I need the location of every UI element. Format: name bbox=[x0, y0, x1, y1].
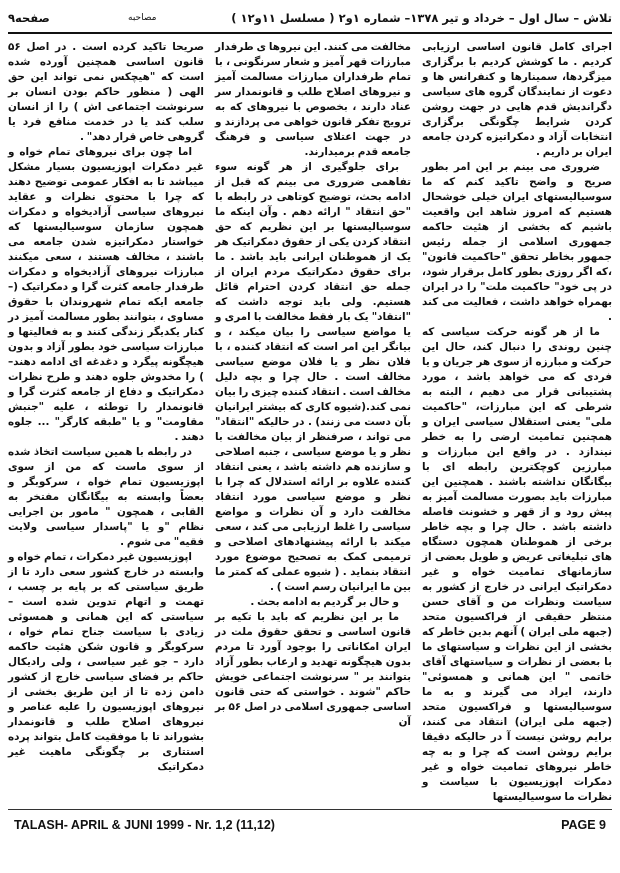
page-number-fa: صفحه۹ bbox=[8, 11, 50, 25]
footer-page-number: PAGE 9 bbox=[561, 818, 606, 832]
footer-rule bbox=[8, 809, 612, 810]
column-left bbox=[8, 40, 204, 805]
column-middle bbox=[215, 40, 411, 805]
paragraph: صریحا تاکید کرده است . در اصل ۵۶ قانون اساسی همچنین آورده شده است که "هیچکس نمی تواند این حق الهی ( منظور حاکم بودن انسان بر سرنوشت اجتماعی اش ) را از انسان سلب کند یا در خدمت منافع فرد یا گروهی خاص قرار دهد" . bbox=[8, 41, 204, 143]
footer-issue-info: TALASH- APRIL & JUNI 1999 - Nr. 1,2 (11,12) bbox=[14, 818, 275, 832]
paragraph: ضروری می بینم بر این امر بطور صریح و واضح تاکید کنم که ما سوسیالیستهای ایران خیلی خوشحال هستیم که امروز شاهد این واقعیت باشیم که بخشی از هئیت حاکمه جمهوری اسلامی از جمله رئیس جمهور بخاطر تحقق "حاکمیت قانون" ،که اگر روزی بطور کامل برقرار شود، در پی خود" حاکمیت ملت" را در ایران بهمراه خواهد داشت ، فعالیت می کند . bbox=[422, 161, 612, 323]
paragraph: اجرای کامل قانون اساسی ارزیابی کردیم . ما کوشش کردیم با برگزاری میزگردها، سمینارها و کنفرانس ها و دعوت از نمایندگان گروه های سیاسی دگراندیش قدم هایی در جهت روشن کردن شرایط چگونگی برگزاری انتخابات آزاد و دمکراتیزه کردن جامعه ایران بر داریم . bbox=[422, 41, 612, 158]
paragraph: اپوزیسیون غیر دمکرات ، تمام خواه و وابسته در خارج کشور سعی دارد تا از طریق سیاستی که بر پایه بر چسب ، تهمت و اتهام تدوین شده است – سیاستی که این همانی و همسوئی زیادی با سیاست جناح تمام خواه ، سرکوبگر و قانون شکن هئیت حاکمه دارد – جو غیر سیاسی ، ولی رادیکال حاکم بر فضای سیاسی خارج از کشور دامن زده تا از این طریق بخشی از نیروهای اپوزیسیون را علیه عناصر و نیروهای اصلاح طلب و قانونمدار بشوراند تا با موفقیت کامل بتواند پرده استتاری بر چگونگی ماهیت غیر دمکراتیک bbox=[8, 551, 204, 773]
page-footer bbox=[14, 818, 606, 836]
page-header bbox=[8, 10, 612, 30]
paragraph: ما از هر گونه حرکت سیاسی که چنین روندی را دنبال کند، حال این حرکت و مبارزه از سوی هر جریان و یا فردی که می خواهد باشد ، مورد پشتیبانی قرار می دهیم ، البته به شرطی که این مبارزات، "حاکمیت ملی" یعنی استقلال سیاسی ایران و همچنین تمامیت ارضی را به خطر نیندازد . در واقع این مبارزات و مبارزین کوچکترین رابطه ای با بیگانگان نداشته باشند . همچنین این مبارزات باید بصورت مسالمت آمیز به پیش رود و از قهر و خشونت فاصله داشته باشد . حال چرا و بچه خاطر برخی از هموطنان همچون دستگاه های تبلیغاتی عریض و طویل بعضی از سازمانهای تمامیت خواه و غیر دمکراتیک ایرانی در خارج از کشور به سیاست ونظرات من و آقای حسن منتظر حقیقی از فراکسیون متحد (جبهه ملی ایران ) آنهم بدین خاطر که بخشی از این نظرات و سیاستهای ما با بعضی از نظرات و سیاستهای آقای خاتمی " این همانی و همسوئی" دارند، ایراد می گیرند و به ما سوسیالیستها و فراکسیون متحد (جبهه ملی ایران) انتقاد می کنند، برایم روشن نیست آ در حالیکه دقیقا برایم روشن است که چرا و به چه خاطر نیروهای تمامیت خواه و غیر دمکرات اپوزیسیون با سیاست و نظرات ما سوسیالیستها bbox=[422, 326, 612, 803]
section-label: مصاحبه bbox=[128, 13, 157, 23]
paragraph: در رابطه با همین سیاست اتخاذ شده از سوی ماست که من از سوی اپوزیسیون تمام خواه ، سرکوبگر و بعضاً وابسته به بیگانگان مفتخر به القابی ، همچون " مامور بن اجرایی نظام "و یا "پاسدار سیاسی ولایت فقیه" می شوم . bbox=[8, 446, 204, 548]
paragraph: و حال بر گردیم به ادامه بحث . bbox=[250, 596, 399, 608]
paragraph: برای جلوگیری از هر گونه سوء تفاهمی ضروری می بینم که قبل از ادامه بحث، توضیح کوتاهی در رابطه با "حق انتقاد " ارائه دهم . وآن اینکه ما سوسیالیستها بر این نظریم که حق انتقاد کردن یکی از حقوق دمکراتیک هر یک از هموطنان ایرانی باید باشد . ما برای حقوق دمکراتیک مردم ایران از جمله حق انتقاد کردن احترام قائل هستیم. ولی باید توجه داشت که "انتقاد" یک بار فقط مخالفت با امری و یا مواضع سیاسی را بیان میکند ، و بیانگر این امر است که انتقاد کننده ، با فلان نظر و یا فلان موضع سیاسی مخالف است . حال چرا و بچه دلیل مخالف است . انتقاد کننده چیزی را بیان نمی کند.(شیوه کاری که بیشتر ایرانیان بآن دست می زنند) . در حالیکه "انتقاد" می تواند ، صرفنظر از بیان مخالفت با نظر و یا موضع سیاسی ، جنبه اصلاحی و سازنده هم داشته باشد ، یعنی انتقاد کننده علاوه بر ارائه استدلال که چرا با نظر و موضع سیاسی مورد انتقاد مخالفت دارد و آن نظرات و مواضع سیاسی را غلط ارزیابی می کند ، سعی میکند با ارائه پیشنهادهای اصلاحی و ترمیمی کمک به تصحیح موضوع مورد انتقاد بنماید . ( شیوه عملی که کمتر ما بین ما ایرانیان رسم است ) . bbox=[215, 161, 411, 593]
paragraph: مخالفت می کنند. این نیروها ی طرفدار مبارزات قهر آمیز و شعار سرنگونی ، با تمام طرفداران مبارزات مسالمت آمیز و نیروهای اصلاح طلب و قانونمدار سر عناد دارند ، بخصوص با نیروهای که به ترویج تفکر قانون خواهی می پردازند و در جهت اعتلای سیاسی و فرهنگ جامعه قدم برمیدارند. bbox=[215, 41, 411, 158]
columns bbox=[8, 40, 612, 805]
paragraph: ما بر این نظریم که باید با تکیه بر قانون اساسی و تحقق حقوق ملت در ایران امکاناتی را بوجود آورد تا مردم بدون هیچگونه تهدید و ارعاب بطور آزاد بتوانند بر " سرنوشت اجتماعی خویش حاکم "شوند . خواستی که حتی قانون اساسی جمهوری اسلامی در اصل ۵۶ بر آن bbox=[215, 611, 411, 728]
paragraph: اما چون برای نیروهای تمام خواه و غیر دمکرات اپوزیسیون بسیار مشکل میباشد تا به افکار عمومی توضیح دهند که چرا با محتوی نظرات و عقاید نیروهای سیاسی آزادیخواه و دمکرات همچون سازمان سوسیالیستها که خواستار دمکراتیزه شدن جامعه می باشند ، مخالف هستند ، سعی میکنند مبارزات نیروهای آزادیخواه و دمکرات طرفدار جامعه کثرت گرا و دمکراتیک (–جامعه ایکه تمام شهروندان با حقوق مساوی ، بتوانند بطور مسالمت آمیز در کنار یکدیگر زندگی کنند و به فعالیتها و مبارزات سیاسی خود بطور آزاد و بدون هیچگونه پیگرد و دغدغه ای ادامه دهند– ) را مخدوش جلوه دهند و طرح نظرات دمکراتیک و دفاع از جامعه کثرت گرا و قانونمدار را توطئه ، علیه "جنبش مقاومت" و یا "طبقه کارگر" ... جلوه دهند . bbox=[8, 146, 204, 443]
magazine-issue-title: تلاش – سال اول – خرداد و تیر ۱۳۷۸– شماره ۱و۲ ( مسلسل ۱۱و۱۲ ) bbox=[231, 11, 612, 25]
column-right bbox=[422, 40, 612, 805]
header-rule bbox=[8, 32, 612, 34]
